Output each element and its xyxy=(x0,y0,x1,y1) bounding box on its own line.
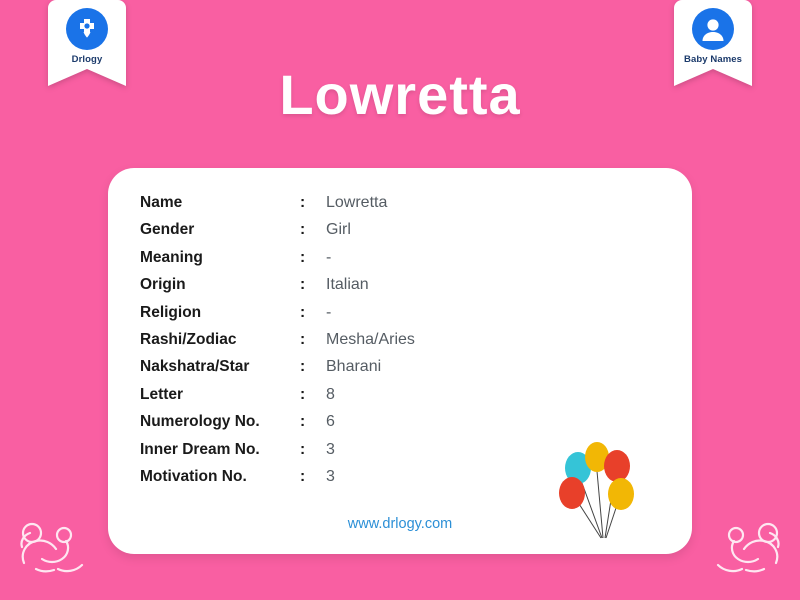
table-row xyxy=(140,304,415,331)
medical-cross-icon xyxy=(66,8,108,50)
row-label: Inner Dream No. xyxy=(140,440,260,458)
table-row xyxy=(140,194,415,221)
table-row xyxy=(140,441,415,468)
mother-and-baby-icon xyxy=(702,497,794,594)
badge-body xyxy=(48,0,126,69)
row-value: Girl xyxy=(326,221,351,239)
row-label: Religion xyxy=(140,303,202,321)
row-value: - xyxy=(326,303,332,321)
table-row xyxy=(140,413,415,440)
drlogy-badge[interactable] xyxy=(48,0,126,69)
name-details-card xyxy=(108,168,692,554)
row-value: 8 xyxy=(326,385,335,403)
baby-avatar-icon xyxy=(692,8,734,50)
row-label: Motivation No. xyxy=(140,467,247,485)
row-value: Bharani xyxy=(326,358,382,376)
badge-label: Drlogy xyxy=(71,54,103,65)
row-value: 3 xyxy=(326,467,335,485)
row-label: Letter xyxy=(140,385,184,403)
row-value: Italian xyxy=(326,276,369,294)
website-url[interactable]: www.drlogy.com xyxy=(347,516,453,532)
row-separator: : xyxy=(300,194,306,211)
row-label: Name xyxy=(140,194,183,211)
row-label: Numerology No. xyxy=(140,413,260,431)
row-label: Nakshatra/Star xyxy=(140,358,250,376)
badge-label: Baby Names xyxy=(683,54,743,65)
table-row xyxy=(140,221,415,248)
row-separator: : xyxy=(300,440,306,458)
row-separator: : xyxy=(300,248,306,266)
row-label: Origin xyxy=(140,276,186,294)
row-separator: : xyxy=(300,385,306,403)
table-row xyxy=(140,276,415,303)
row-separator: : xyxy=(300,467,306,485)
row-separator: : xyxy=(300,276,306,294)
row-value: 3 xyxy=(326,440,335,458)
row-separator: : xyxy=(300,358,306,376)
row-label: Gender xyxy=(140,221,195,239)
row-value: Lowretta xyxy=(326,194,388,211)
row-label: Meaning xyxy=(140,248,203,266)
row-value: Mesha/Aries xyxy=(326,330,415,348)
mother-and-baby-icon xyxy=(6,497,98,594)
badge-body xyxy=(674,0,752,69)
row-label: Rashi/Zodiac xyxy=(140,330,237,348)
page-title: Lowretta xyxy=(279,63,521,126)
row-value: 6 xyxy=(326,413,335,431)
row-separator: : xyxy=(300,303,306,321)
table-row xyxy=(140,386,415,413)
row-value: - xyxy=(326,248,332,266)
table-row xyxy=(140,249,415,276)
table-row xyxy=(140,358,415,385)
baby-names-badge[interactable] xyxy=(674,0,752,69)
details-table xyxy=(140,194,415,495)
row-separator: : xyxy=(300,330,306,348)
table-row xyxy=(140,468,415,495)
row-separator: : xyxy=(300,221,306,239)
table-row xyxy=(140,331,415,358)
row-separator: : xyxy=(300,413,306,431)
